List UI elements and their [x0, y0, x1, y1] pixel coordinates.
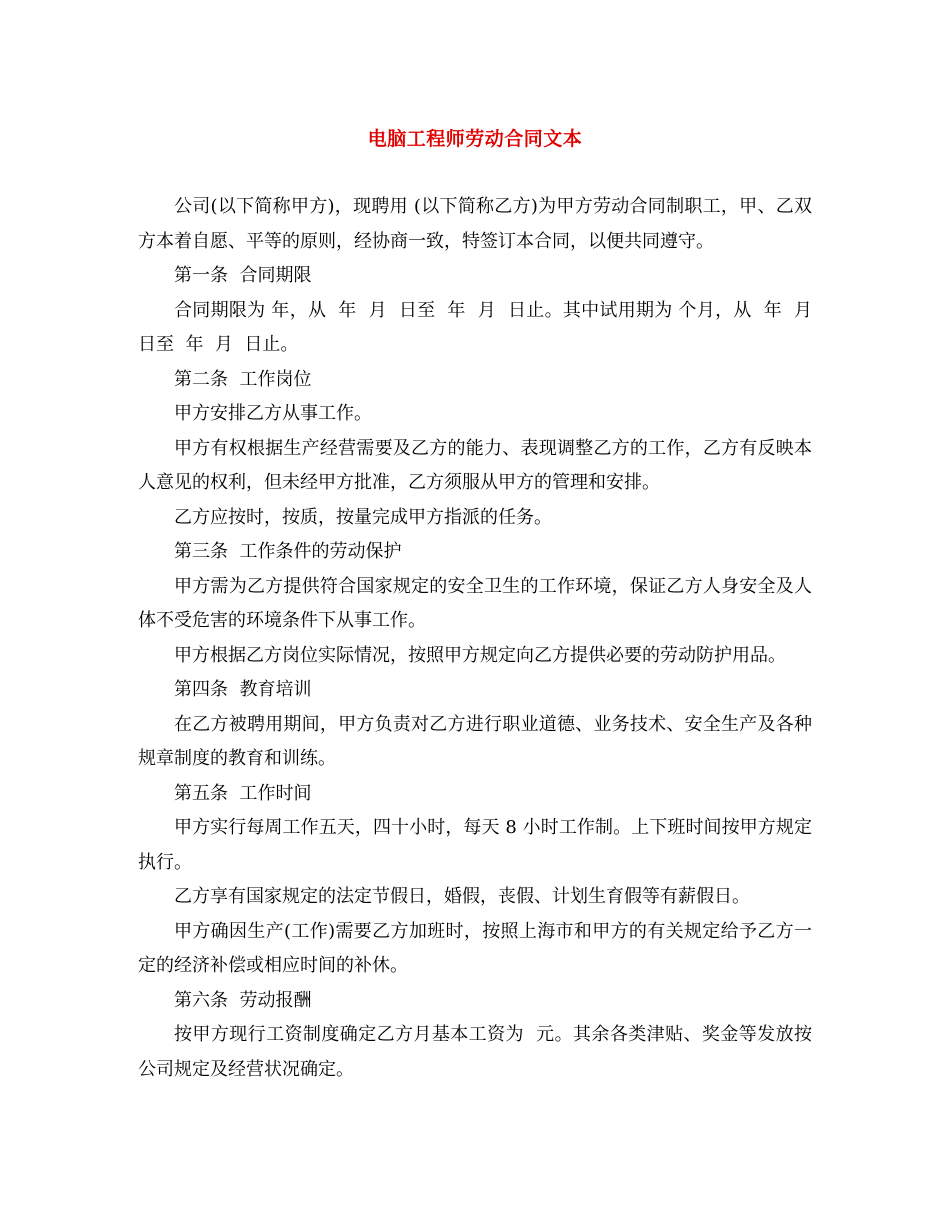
- article-3-paragraph-1: 甲方需为乙方提供符合国家规定的安全卫生的工作环境，保证乙方人身安全及人体不受危害的环境条件下从事工作。: [138, 575, 812, 631]
- article-5-paragraph-1: 甲方实行每周工作五天，四十小时，每天 8 小时工作制。上下班时间按甲方规定执行。: [138, 817, 812, 873]
- article-2-paragraph-1: 甲方安排乙方从事工作。: [174, 403, 372, 424]
- document-title: 电脑工程师劳动合同文本: [367, 128, 583, 150]
- article-5-paragraph-3: 甲方确因生产(工作)需要乙方加班时，按照上海市和甲方的有关规定给予乙方一定的经济补偿或相应时间的补休。: [138, 920, 812, 976]
- article-5-heading: 第五条 工作时间: [174, 782, 312, 804]
- article-4-heading: 第四条 教育培训: [174, 679, 312, 700]
- article-1-paragraph-1: 合同期限为 年，从 年 月 日至 年 月 日止。其中试用期为 个月，从 年 月日至 年 月 日止。: [138, 299, 812, 355]
- article-2-paragraph-3: 乙方应按时，按质，按量完成甲方指派的任务。: [174, 506, 552, 528]
- article-6-paragraph-1: 按甲方现行工资制度确定乙方月基本工资为 元。其余各类津贴、奖金等发放按公司规定及经营状况确定。: [138, 1024, 812, 1080]
- article-2-paragraph-2: 甲方有权根据生产经营需要及乙方的能力、表现调整乙方的工作，乙方有反映本人意见的权利，但未经甲方批准，乙方须服从甲方的管理和安排。: [138, 437, 812, 493]
- article-2-heading: 第二条 工作岗位: [174, 368, 312, 390]
- article-5-paragraph-2: 乙方享有国家规定的法定节假日，婚假，丧假、计划生育假等有薪假日。: [174, 886, 750, 907]
- preamble-paragraph: 公司(以下简称甲方)，现聘用 (以下简称乙方)为甲方劳动合同制职工，甲、乙双方本着自愿、平等的原则，经协商一致，特签订本合同，以便共同遵守。: [138, 196, 812, 252]
- article-1-heading: 第一条 合同期限: [174, 265, 312, 286]
- document-body: [138, 190, 812, 1087]
- article-3-paragraph-2: 甲方根据乙方岗位实际情况，按照甲方规定向乙方提供必要的劳动防护用品。: [174, 644, 786, 666]
- article-4-paragraph-1: 在乙方被聘用期间，甲方负责对乙方进行职业道德、业务技术、安全生产及各种规章制度的教育和训练。: [138, 713, 812, 769]
- article-6-heading: 第六条 劳动报酬: [174, 989, 312, 1011]
- article-3-heading: 第三条 工作条件的劳动保护: [174, 541, 402, 562]
